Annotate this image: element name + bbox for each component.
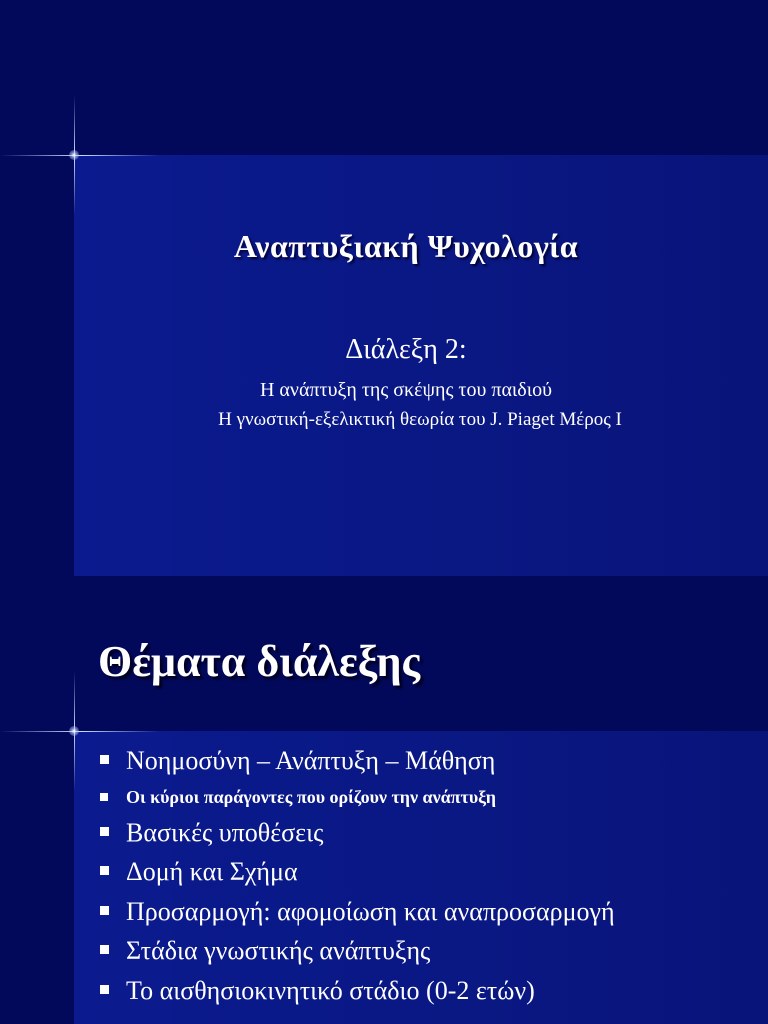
topics-slide — [0, 576, 768, 1024]
star-glow-icon — [69, 726, 79, 736]
star-sparkle-icon — [0, 731, 160, 732]
slide-left-band — [0, 0, 74, 576]
list-item: Βασικές υποθέσεις — [98, 813, 615, 853]
list-item: Δομή και Σχήμα — [98, 852, 615, 892]
slide-left-band — [0, 576, 74, 1024]
list-item: Οι κύριοι παράγοντες που ορίζουν την ανάπτυξη — [98, 781, 615, 813]
lecture-number: Διάλεξη 2: — [345, 334, 467, 365]
list-item: Στάδια γνωστικής ανάπτυξης — [98, 931, 615, 971]
slide-title: Αναπτυξιακή Ψυχολογία — [233, 228, 579, 264]
list-item: Νοημοσύνη – Ανάπτυξη – Μάθηση — [98, 741, 615, 781]
list-item: Προσαρμογή: αφομοίωση και αναπροσαρμογή — [98, 892, 615, 932]
lecture-theory-line: Η γνωστική-εξελικτική θεωρία του J. Piaget Μέρος I — [218, 409, 622, 430]
bullet-square-icon — [100, 906, 109, 915]
star-glow-icon — [69, 150, 79, 160]
star-sparkle-icon — [0, 155, 160, 156]
bullet-square-icon — [100, 793, 108, 801]
topics-list — [98, 741, 615, 1010]
lecture-subtitle: Η ανάπτυξη της σκέψης του παιδιού — [259, 379, 553, 401]
slide-header-band — [0, 0, 768, 155]
bullet-square-icon — [100, 985, 109, 994]
bullet-square-icon — [100, 945, 109, 954]
bullet-square-icon — [100, 755, 109, 764]
list-item: Το αισθησιοκινητικό στάδιο (0-2 ετών) — [98, 971, 615, 1011]
bullet-square-icon — [100, 827, 109, 836]
bullet-square-icon — [100, 866, 109, 875]
slide-title: Θέματα διάλεξης — [98, 637, 421, 686]
